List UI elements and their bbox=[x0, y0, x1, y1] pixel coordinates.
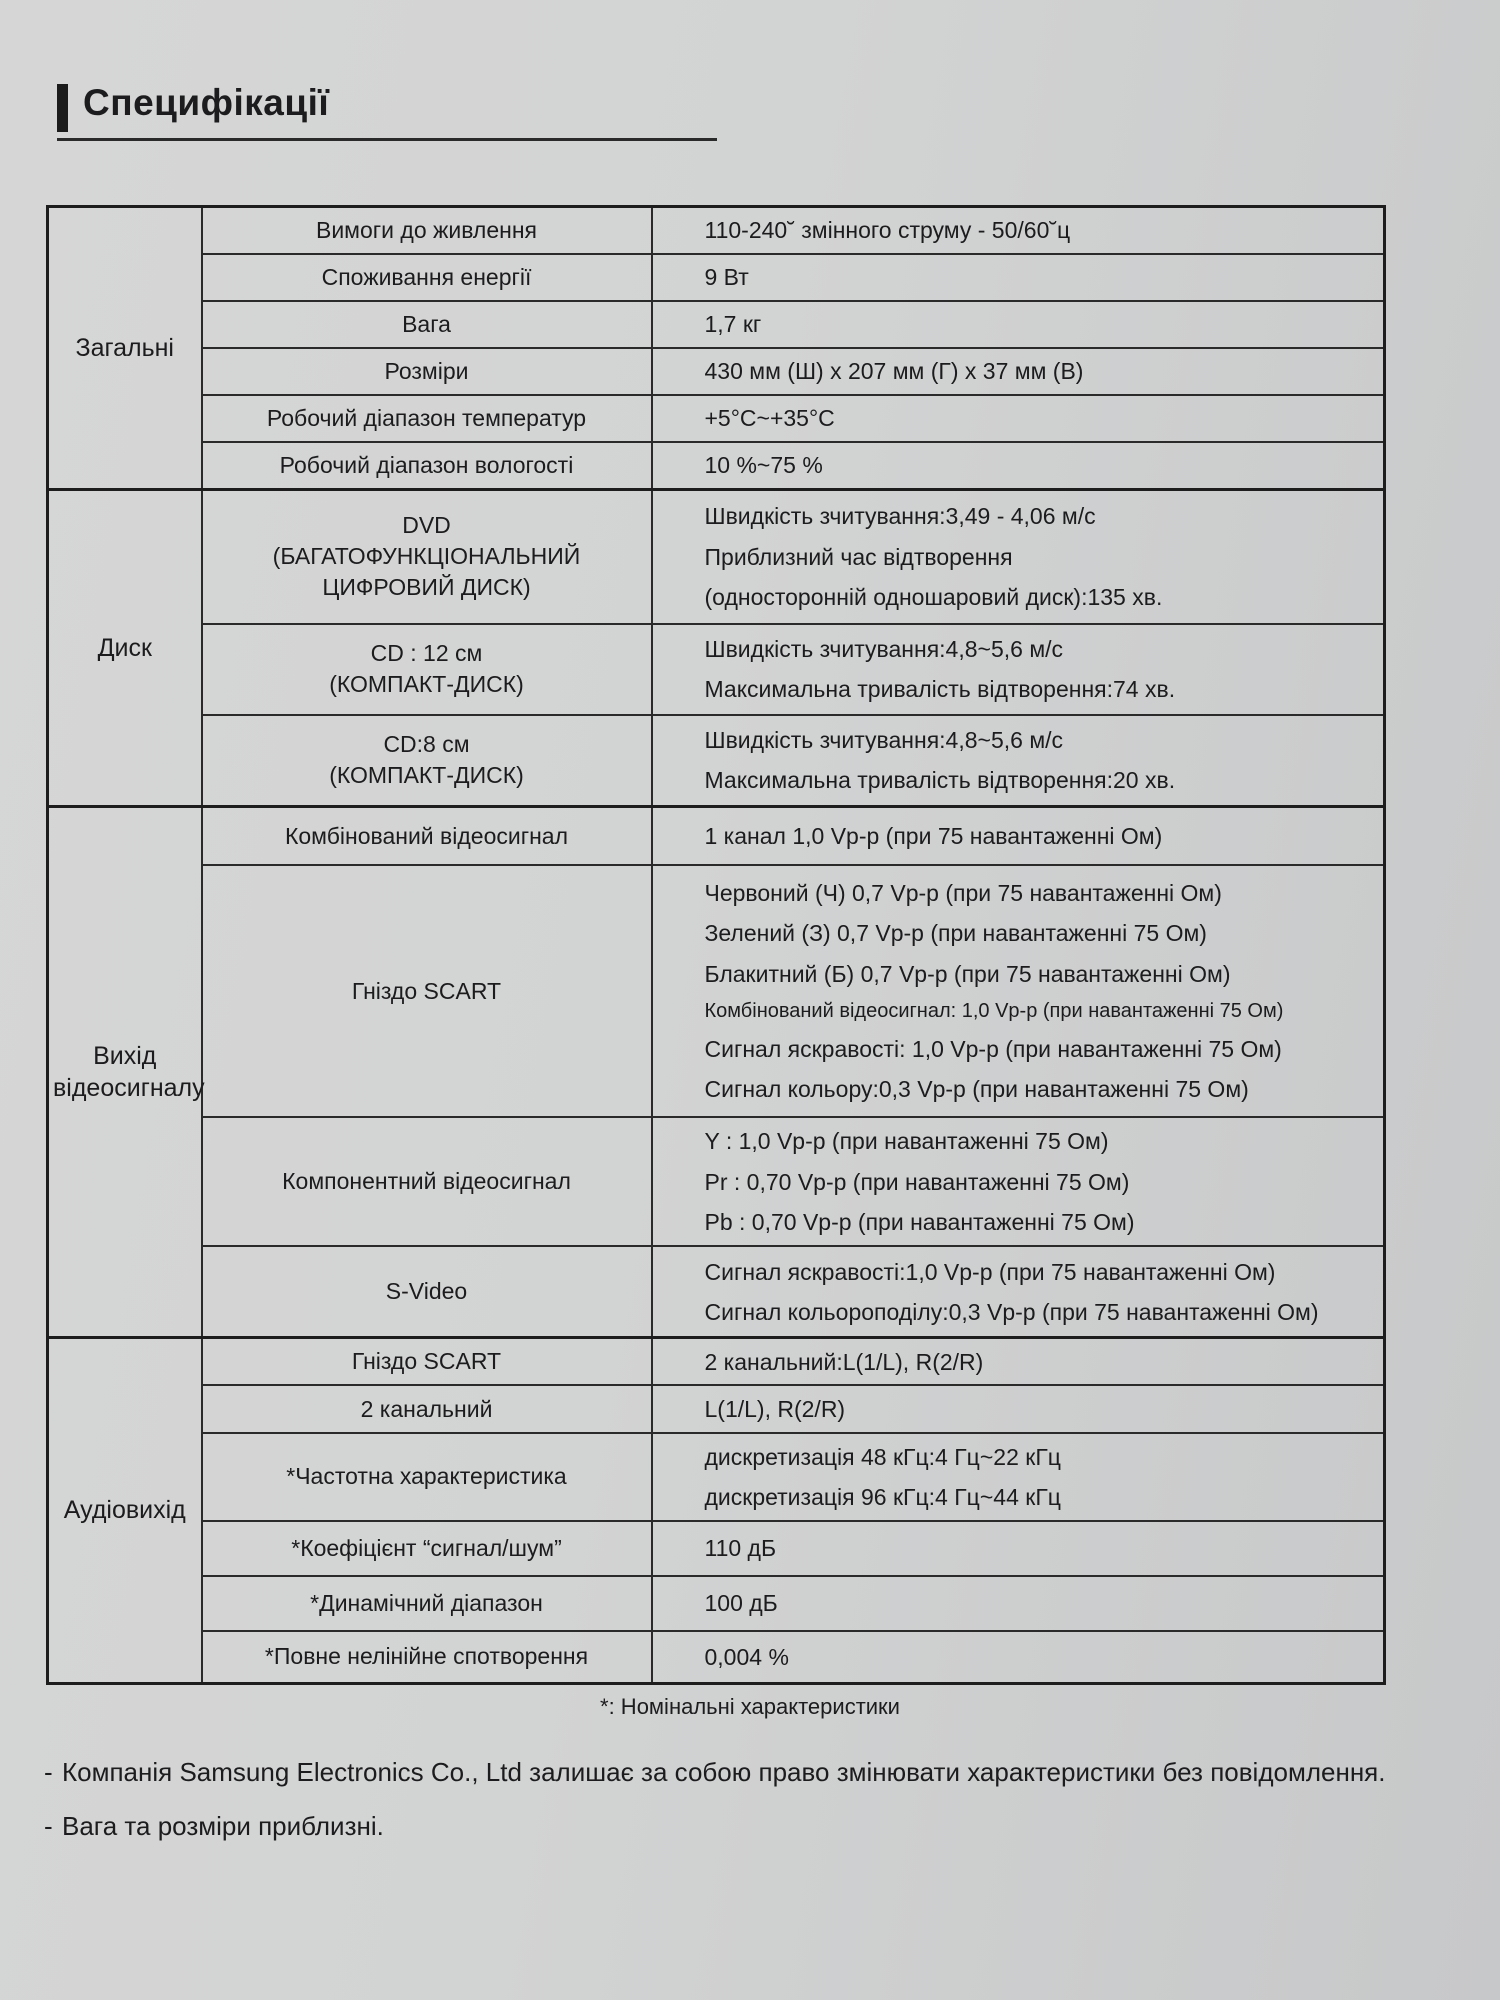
spec-row-frequency-response bbox=[48, 1433, 1385, 1521]
param-value bbox=[652, 1521, 1385, 1576]
value-line: Сигнал кольору:0,3 Vp-p (при навантаженні 75 Ом) bbox=[704, 1076, 1249, 1103]
spec-row-signal-to-noise bbox=[48, 1521, 1385, 1576]
footnote-nominal: *: Номінальні характеристики bbox=[600, 1694, 900, 1719]
remark-text: Вага та розміри приблизні. bbox=[62, 1811, 384, 1842]
param-value: 110-240˘ змінного струму - 50/60˘ц bbox=[652, 207, 1385, 254]
param-label bbox=[202, 489, 652, 623]
category-general: Загальні bbox=[48, 207, 202, 490]
spec-row-power-consumption bbox=[48, 254, 1385, 301]
param-value: 9 Вт bbox=[652, 254, 1385, 301]
param-label bbox=[202, 624, 652, 715]
value-line: Pr : 0,70 Vp-p (при навантаженні 75 Ом) bbox=[704, 1168, 1130, 1195]
spec-row-scart-video bbox=[48, 865, 1385, 1117]
param-label: Робочий діапазон вологості bbox=[202, 442, 652, 489]
param-value bbox=[652, 865, 1385, 1117]
param-label: S-Video bbox=[202, 1246, 652, 1337]
title-underline bbox=[57, 138, 717, 141]
specifications-table bbox=[46, 205, 1386, 1685]
param-label: Споживання енергії bbox=[202, 254, 652, 301]
value-line: Швидкість зчитування:4,8~5,6 м/с bbox=[704, 635, 1064, 662]
value-line: Швидкість зчитування:4,8~5,6 м/с bbox=[704, 727, 1064, 754]
param-line: CD:8 см bbox=[383, 731, 470, 758]
value-line: Максимальна тривалість відтворення:20 хв. bbox=[704, 767, 1176, 794]
param-label: Комбінований відеосигнал bbox=[202, 806, 652, 865]
value-line: Y : 1,0 Vp-p (при навантаженні 75 Ом) bbox=[704, 1128, 1109, 1155]
spec-row-composite-video bbox=[48, 806, 1385, 865]
category-line: відеосигналу bbox=[53, 1074, 205, 1103]
value-line: Блакитний (Б) 0,7 Vp-p (при 75 навантаженні Ом) bbox=[704, 960, 1231, 987]
value-line: Зелений (З) 0,7 Vp-p (при навантаженні 75 Ом) bbox=[704, 920, 1207, 947]
value-line: Швидкість зчитування:3,49 - 4,06 м/с bbox=[704, 503, 1096, 530]
param-value bbox=[652, 1433, 1385, 1521]
value-line: 1 канал 1,0 Vp-p (при 75 навантаженні Ом) bbox=[704, 822, 1163, 849]
param-line: (КОМПАКТ-ДИСК) bbox=[329, 671, 524, 698]
spec-row-total-harmonic-distortion bbox=[48, 1631, 1385, 1684]
value-line: L(1/L), R(2/R) bbox=[704, 1395, 846, 1422]
category-video-output bbox=[48, 806, 205, 1337]
spec-row-dynamic-range bbox=[48, 1576, 1385, 1631]
spec-row-dvd bbox=[48, 489, 1385, 623]
param-value bbox=[652, 1338, 1385, 1385]
param-value bbox=[652, 1576, 1385, 1631]
category-audio-output: Аудіовихід bbox=[48, 1338, 202, 1684]
param-label: Компонентний відеосигнал bbox=[202, 1117, 652, 1246]
spec-row-humidity-range bbox=[48, 442, 1385, 489]
param-label: *Повне нелінійне спотворення bbox=[202, 1631, 652, 1684]
param-label: 2 канальний bbox=[202, 1385, 652, 1433]
param-line: DVD bbox=[402, 512, 451, 539]
remark-text: Компанія Samsung Electronics Co., Ltd залишає за собою право змінювати характеристики без повідомлення. bbox=[62, 1757, 1386, 1787]
param-label: *Динамічний діапазон bbox=[202, 1576, 652, 1631]
value-line: 100 дБ bbox=[704, 1589, 778, 1616]
param-value bbox=[652, 489, 1385, 623]
remarks-list bbox=[44, 1752, 1394, 1861]
remark-item bbox=[44, 1752, 1394, 1792]
spec-row-weight bbox=[48, 301, 1385, 348]
title-marker-bar bbox=[57, 84, 68, 132]
value-line: дискретизація 48 кГц:4 Гц~22 кГц bbox=[704, 1443, 1061, 1470]
category-disc: Диск bbox=[48, 489, 202, 806]
spec-row-component-video bbox=[48, 1117, 1385, 1246]
param-value bbox=[652, 624, 1385, 715]
param-value: 10 %~75 % bbox=[652, 442, 1385, 489]
value-line: дискретизація 96 кГц:4 Гц~44 кГц bbox=[704, 1483, 1061, 1510]
param-value bbox=[652, 1117, 1385, 1246]
param-label: *Коефіцієнт “сигнал/шум” bbox=[202, 1521, 652, 1576]
param-label: Вага bbox=[202, 301, 652, 348]
spec-row-power-requirements bbox=[48, 207, 1385, 254]
value-line: 2 канальний:L(1/L), R(2/R) bbox=[704, 1348, 984, 1375]
param-line: CD : 12 см bbox=[370, 640, 483, 667]
value-line: Червоний (Ч) 0,7 Vp-p (при 75 навантаженні Ом) bbox=[704, 880, 1222, 907]
remark-item bbox=[44, 1806, 1394, 1846]
page-title: Специфікації bbox=[83, 82, 330, 123]
value-line: Pb : 0,70 Vp-p (при навантаженні 75 Ом) bbox=[704, 1208, 1135, 1235]
param-label: Вимоги до живлення bbox=[202, 207, 652, 254]
value-line: Сигнал яскравості: 1,0 Vp-p (при навантаженні 75 Ом) bbox=[704, 1035, 1282, 1062]
param-value bbox=[652, 715, 1385, 806]
param-line: (КОМПАКТ-ДИСК) bbox=[329, 762, 524, 789]
spec-row-cd-12cm bbox=[48, 624, 1385, 715]
value-line: 0,004 % bbox=[704, 1643, 789, 1670]
value-line: 110 дБ bbox=[704, 1535, 777, 1562]
param-value bbox=[652, 806, 1385, 865]
param-value bbox=[652, 1246, 1385, 1337]
value-line: Сигнал яскравості:1,0 Vp-p (при 75 навантаженні Ом) bbox=[704, 1258, 1276, 1285]
category-line: Вихід bbox=[93, 1041, 157, 1070]
dash-marker: - bbox=[44, 1757, 53, 1787]
param-line: (БАГАТОФУНКЦІОНАЛЬНИЙ bbox=[272, 543, 581, 570]
value-line: Комбінований відеосигнал: 1,0 Vp-p (при навантаженні 75 Ом) bbox=[704, 999, 1284, 1022]
spec-row-temperature-range bbox=[48, 395, 1385, 442]
param-value: +5°C~+35°C bbox=[652, 395, 1385, 442]
spec-row-dimensions bbox=[48, 348, 1385, 395]
param-value: 1,7 кг bbox=[652, 301, 1385, 348]
dash-marker: - bbox=[44, 1811, 53, 1842]
spec-row-2-channel bbox=[48, 1385, 1385, 1433]
param-label: Гніздо SCART bbox=[202, 865, 652, 1117]
param-label: *Частотна характеристика bbox=[202, 1433, 652, 1521]
param-value bbox=[652, 1385, 1385, 1433]
value-line: Максимальна тривалість відтворення:74 хв. bbox=[704, 676, 1176, 703]
param-value: 430 мм (Ш) x 207 мм (Г) x 37 мм (В) bbox=[652, 348, 1385, 395]
param-line: ЦИФРОВИЙ ДИСК) bbox=[322, 574, 531, 601]
spec-row-s-video bbox=[48, 1246, 1385, 1337]
param-label bbox=[202, 715, 652, 806]
param-label: Розміри bbox=[202, 348, 652, 395]
value-line: (односторонній одношаровий диск):135 хв. bbox=[704, 583, 1163, 610]
param-value bbox=[652, 1631, 1385, 1684]
spec-row-scart-audio bbox=[48, 1338, 1385, 1385]
spec-row-cd-8cm bbox=[48, 715, 1385, 806]
value-line: Приблизний час відтворення bbox=[704, 543, 1013, 570]
value-line: Сигнал кольороподілу:0,3 Vp-p (при 75 навантаженні Ом) bbox=[704, 1298, 1319, 1325]
param-label: Робочий діапазон температур bbox=[202, 395, 652, 442]
param-label: Гніздо SCART bbox=[202, 1338, 652, 1385]
